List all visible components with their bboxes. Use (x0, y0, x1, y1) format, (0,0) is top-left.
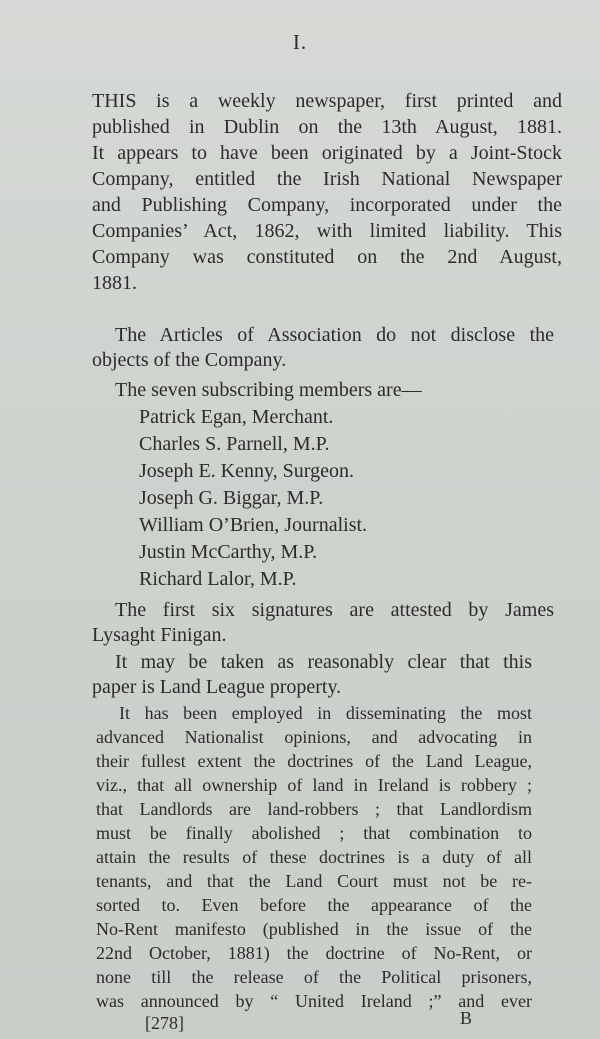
paragraph-line: published in Dublin on the 13th August, 1881. (92, 116, 562, 138)
land-league-paragraph (92, 650, 532, 700)
paragraph-line: and Publishing Company, incorporated under the (92, 194, 562, 216)
doctrines-paragraph (96, 701, 532, 1013)
paragraph-line: must be finally abolished ; that combination to (96, 823, 532, 843)
paragraph-line: Company was constituted on the 2nd August, (92, 246, 562, 268)
paragraph-line: The seven subscribing members are— (115, 379, 422, 401)
paragraph-line: The first six signatures are attested by James (115, 599, 554, 621)
paragraph-line: sorted to. Even before the appearance of the (96, 895, 532, 915)
paragraph-line: No-Rent manifesto (published in the issue of the (96, 919, 532, 939)
paragraph-line: Lysaght Finigan. (92, 624, 227, 646)
members-intro (92, 378, 554, 403)
member-item: Richard Lalor, M.P. (139, 568, 297, 590)
paragraph-line: 22nd October, 1881) the doctrine of No-Rent, or (96, 943, 532, 963)
page-number: [278] (145, 1013, 184, 1033)
attestation-paragraph (92, 598, 554, 648)
paragraph-line: their fullest extent the doctrines of the Land League, (96, 751, 532, 771)
paragraph-line: It has been employed in disseminating the most (119, 703, 532, 723)
paragraph-line: objects of the Company. (92, 349, 287, 371)
opening-paragraph (92, 88, 562, 296)
articles-paragraph (92, 323, 554, 373)
paragraph-line: The Articles of Association do not disclose the (115, 324, 554, 346)
paragraph-line: Company, entitled the Irish National Newspaper (92, 168, 562, 190)
members-list (139, 404, 499, 593)
member-item: Justin McCarthy, M.P. (139, 541, 318, 563)
member-item: Patrick Egan, Merchant. (139, 406, 334, 428)
paragraph-line: advanced Nationalist opinions, and advocating in (96, 727, 532, 747)
member-item: Charles S. Parnell, M.P. (139, 433, 330, 455)
paragraph-line: paper is Land League property. (92, 676, 342, 698)
signature-mark: B (460, 1008, 473, 1028)
paragraph-line: was announced by “ United Ireland ;” and ever (96, 991, 532, 1011)
paragraph-line: that Landlords are land-robbers ; that Landlordism (96, 799, 532, 819)
paragraph-line: THIS is a weekly newspaper, first printed and (92, 90, 562, 112)
paragraph-line: It may be taken as reasonably clear that this (115, 651, 532, 673)
paragraph-line: viz., that all ownership of land in Ireland is robbery ; (96, 775, 532, 795)
page-heading: I. (292, 30, 308, 54)
paragraph-line: attain the results of these doctrines is a duty of all (96, 847, 532, 867)
paragraph-line: tenants, and that the Land Court must not be re- (96, 871, 532, 891)
paragraph-line: Companies’ Act, 1862, with limited liability. This (92, 220, 562, 242)
member-item: Joseph G. Biggar, M.P. (139, 487, 324, 509)
paragraph-line: 1881. (92, 272, 137, 294)
member-item: William O’Brien, Journalist. (139, 514, 368, 536)
paragraph-line: It appears to have been originated by a Joint-Stock (92, 142, 562, 164)
paragraph-line: none till the release of the Political prisoners, (96, 967, 532, 987)
member-item: Joseph E. Kenny, Surgeon. (139, 460, 354, 482)
